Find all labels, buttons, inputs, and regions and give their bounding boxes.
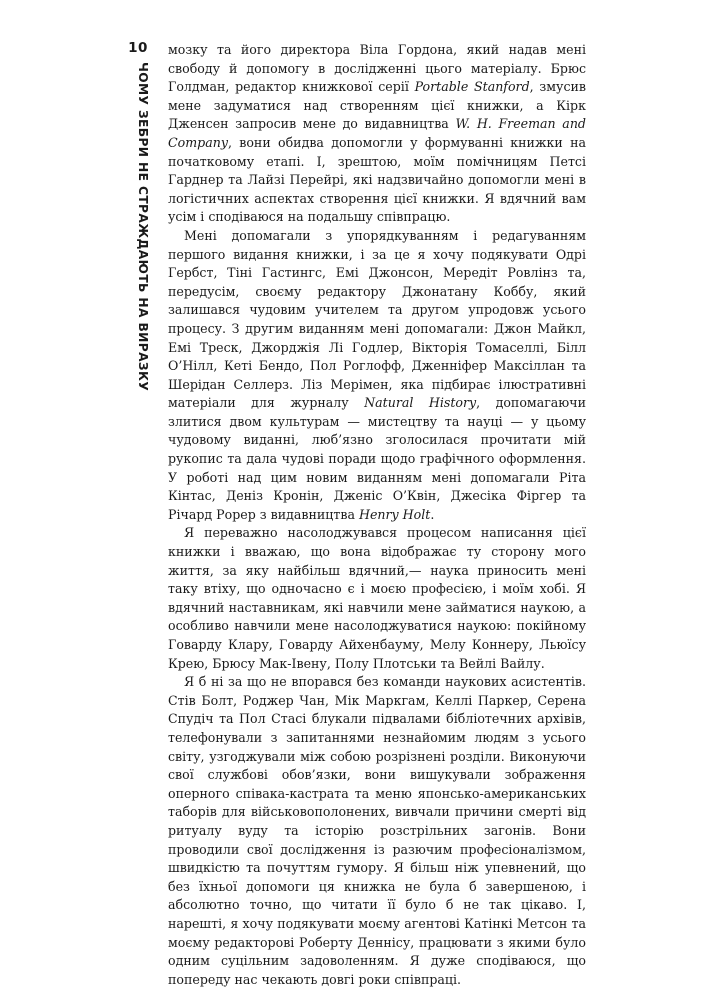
text-run: Мені допомагали з упорядкуванням і редагуванням першого видання книжки, і за це я хочу подякувати Одрі Гербст, Тіні Гастингс, Емі Джонсон, Мередіт Ровлінз та, передусім, своєму редактору Джонатану Коббу, який залишався чудовим учителем та другом упродовж усього процесу. З другим виданням мені допомагали: Джон Майкл, Емі Треск, Джорджія Лі Годлер, Вікторія Томаселлі, Білл О’Нілл, Кеті Бендо, Пол Роглофф, Дженніфер Максіллан та Шерідан Селлерз. Ліз Мерімен, яка підбирає ілюстративні матеріали для журналу xyxy=(168,227,586,411)
paragraph xyxy=(168,673,586,989)
italic-title: Natural History xyxy=(364,395,477,411)
text-run: , вони обидва допомогли у формуванні книжки на початковому етапі. І, зрештою, моїм помічницям Петсі Гарднер та Лайзі Перейрі, які надзвичайно допомогли мені в логістичних аспектах створення цієї книжки. Я вдячний вам усім і сподіваюся на подальшу співпрацю. xyxy=(168,134,586,225)
italic-title: Henry Holt xyxy=(358,506,431,522)
text-run: Я б ні за що не впорався без команди наукових асистентів. Стів Болт, Роджер Чан, Мік Маркгам, Келлі Паркер, Серена Спудіч та Пол Стасі блукали підвалами бібліотечних архівів, телефонували з запитаннями незнайомим людям з усього світу, узгоджували між собою розрізнені розділи. Виконуючи свої службові обов’язки, вони вишукували зображення оперного співака-кастрата та меню японсько-американських таборів для військовополонених, вивчали причини смерті від ритуалу вуду та історію розстрільних загонів. Вони проводили свої дослідження із разючим професіоналізмом, швидкістю та почуттям гумору. Я більш ніж упевнений, що без їхньої допомоги ця книжка не була б завершеною, і абсолютно точно, що читати її було б не так цікаво. І, нарешті, я хочу подякувати моєму агентові Катінкі Метсон та моєму редакторові Роберту Деннісу, працювати з якими було одним суцільним задоволенням. Я дуже сподіваюся, що попереду нас чекають довгі роки співпраці. xyxy=(168,674,586,987)
paragraph xyxy=(168,227,586,525)
paragraph xyxy=(168,524,586,673)
page-number: 10 xyxy=(128,40,148,56)
text-run: . xyxy=(430,506,435,522)
text-run: Я переважно насолоджувався процесом написання цієї книжки і вважаю, що вона відображає ту сторону мого життя, за яку найбільш вдячний,— наука приносить мені таку втіху, що одночасно є і моєю професією, і моїм хобі. Я вдячний наставникам, які навчили мене займатися наукою, а особливо навчили мене насолоджуватися наукою: покійному Говарду Клару, Говарду Айхенбауму, Мелу Коннеру, Льюїсу Крею, Брюсу Мак-Івену, Полу Плотськи та Вейлі Вайлу. xyxy=(168,525,586,671)
running-head: ЧОМУ ЗЕБРИ НЕ СТРАЖДАЮТЬ НА ВИРАЗКУ xyxy=(136,62,150,392)
text-run: мозку та його директора Віла Гордона, який надав мені свободу й допомогу в дослідженні цього матеріалу. Брюс Голдман, редактор книжкової серії xyxy=(168,42,586,95)
italic-title: W. H. Freeman and Company xyxy=(168,116,586,150)
paragraph xyxy=(168,41,586,227)
italic-title: Portable Stanford xyxy=(414,79,530,95)
text-run: , змусив мене задуматися над створенням цієї книжки, а Кірк Дженсен запросив мене до видавництва xyxy=(168,79,586,132)
text-run: , допомагаючи злитися двом культурам — мистецтву та науці — у цьому чудовому виданні, люб’язно зголосилася прочитати мій рукопис та дала чудові поради щодо графічного оформлення. У роботі над цим новим виданням мені допомагали Ріта Кінтас, Деніз Кронін, Дженіс О’Квін, Джесіка Фіргер та Річард Рорер з видавництва xyxy=(168,395,586,522)
body-text xyxy=(168,41,586,989)
